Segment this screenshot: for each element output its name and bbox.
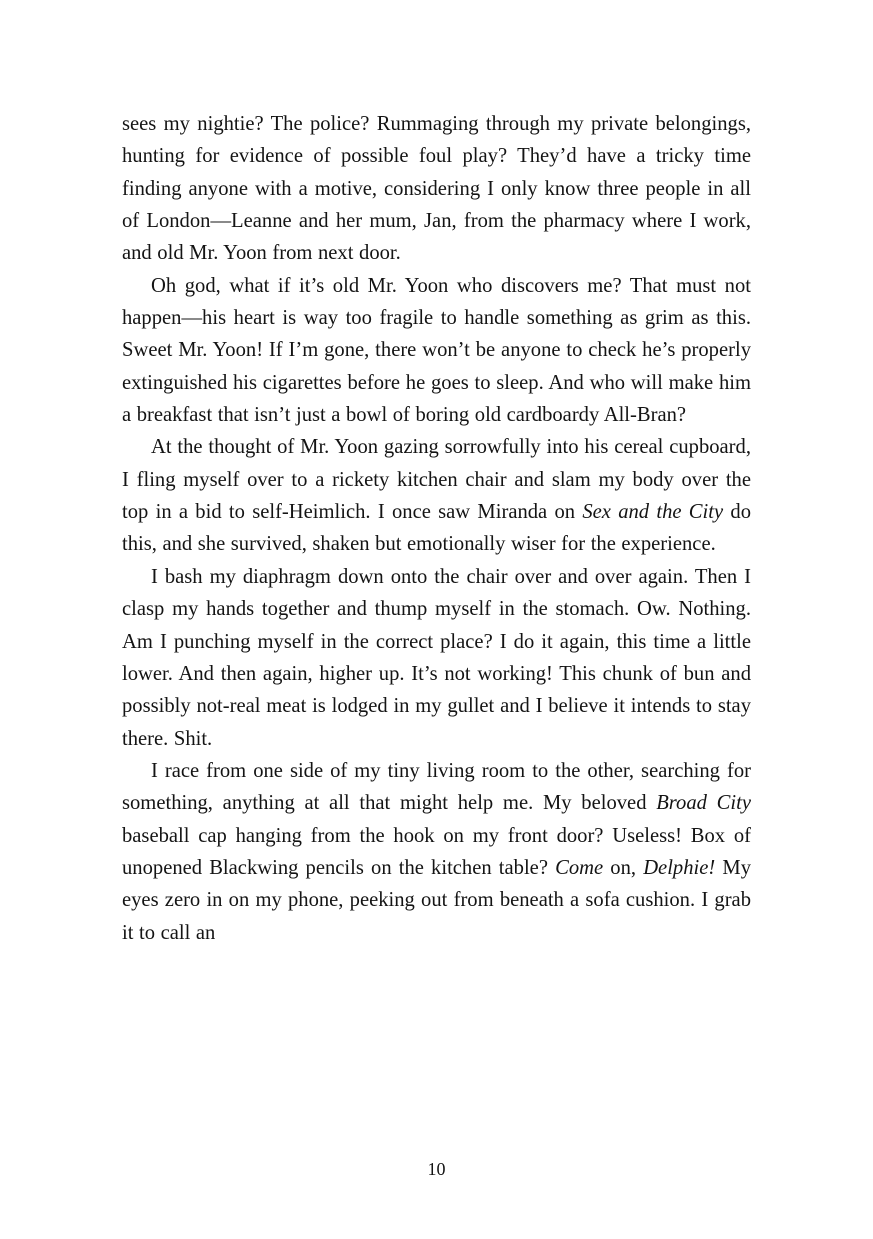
text-run: on, <box>603 856 644 879</box>
text-run: I bash my diaphragm down onto the chair over and over again. Then I clasp my hands together and thump myself in the stomach. Ow. Nothing. Am I punching myself in the correct place? I do it again, this time a little lower. And then again, higher up. It’s not working! This chunk of bun and possibly not-real meat is lodged in my gullet and I believe it intends to stay there. Shit. <box>122 565 751 750</box>
paragraph <box>122 270 751 432</box>
text-run: Oh god, what if it’s old Mr. Yoon who discovers me? That must not happen—his heart is way too fragile to handle something as grim as this. Sweet Mr. Yoon! If I’m gone, there won’t be anyone to check he’s properly extinguished his cigarettes before he goes to sleep. And who will make him a breakfast that isn’t just a bowl of boring old cardboardy All-Bran? <box>122 274 751 427</box>
paragraph <box>122 755 751 949</box>
body-text-block <box>122 108 751 949</box>
text-run: At the thought of Mr. Yoon gazing sorrowfully into his cereal cupboard, I fling myself over to a rickety kitchen chair and slam my body over the top in a bid to self-Heimlich. I once saw Miranda on <box>122 436 751 524</box>
italic-text-run: Sex and the City <box>582 501 724 524</box>
paragraph <box>122 431 751 560</box>
italic-text-run: Broad City <box>656 792 751 815</box>
text-run: I race from one side of my tiny living room to the other, searching for something, anything at all that might help me. My beloved <box>122 759 751 815</box>
text-run: sees my nightie? The police? Rummaging through my private belongings, hunting for evidence of possible foul play? They’d have a tricky time finding anyone with a motive, considering I only know three people in all of London—Leanne and her mum, Jan, from the pharmacy where I work, and old Mr. Yoon from next door. <box>122 113 751 265</box>
text-run: baseball cap hanging from the hook on my front door? Useless! Box of unopened Blackwing pencils on the kitchen table? <box>122 824 751 879</box>
text-run: My eyes zero in on my phone, peeking out from beneath a sofa cushion. I grab it to call an <box>122 856 751 944</box>
italic-text-run: Come <box>555 856 604 879</box>
text-run: do this, and she survived, shaken but emotionally wiser for the experience. <box>122 501 751 556</box>
paragraph <box>122 108 751 270</box>
page-number: 10 <box>427 1159 446 1179</box>
italic-text-run: Delphie! <box>643 856 716 879</box>
paragraph <box>122 561 751 755</box>
